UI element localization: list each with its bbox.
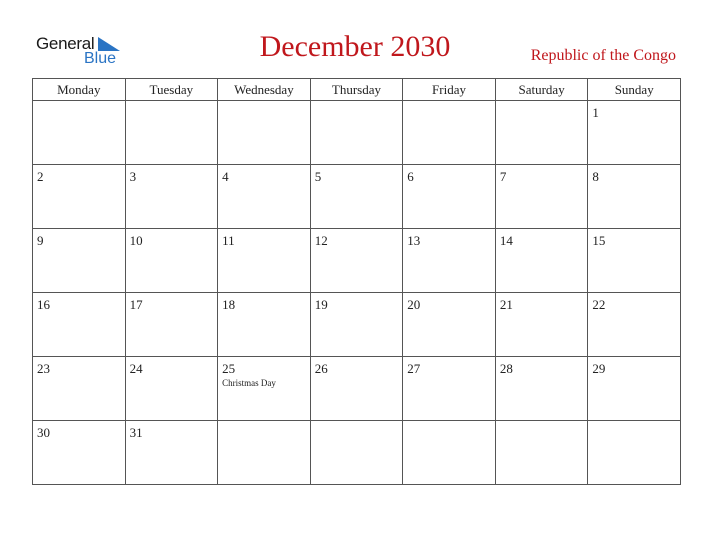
day-cell: [495, 293, 588, 357]
day-number: 7: [499, 169, 507, 184]
day-number: 30: [37, 425, 50, 440]
day-cell: [33, 165, 126, 229]
holiday-label: Christmas Day: [222, 378, 276, 388]
day-number: 11: [222, 233, 235, 248]
day-number: 14: [499, 233, 513, 248]
week-row: [33, 293, 681, 357]
day-cell: [403, 357, 496, 421]
day-number: 6: [407, 169, 414, 184]
day-number: 12: [314, 233, 328, 248]
day-cell: [218, 101, 311, 165]
day-cell: [495, 101, 588, 165]
day-number: 9: [37, 233, 44, 248]
day-cell: [588, 293, 681, 357]
day-cell: [310, 421, 403, 485]
day-cell: [495, 229, 588, 293]
day-number: 4: [222, 169, 229, 184]
day-cell: [310, 165, 403, 229]
weekday-header: Sunday: [588, 79, 681, 101]
day-cell: [125, 293, 218, 357]
day-cell: [125, 229, 218, 293]
day-number: 3: [129, 169, 137, 184]
week-row: [33, 421, 681, 485]
weekday-header-row: [33, 79, 681, 101]
day-number: 1: [592, 105, 599, 120]
day-cell: [495, 165, 588, 229]
day-cell: [218, 421, 311, 485]
day-cell: [33, 101, 126, 165]
day-cell: [310, 293, 403, 357]
day-number: 23: [37, 361, 50, 376]
day-number: 29: [592, 361, 606, 376]
day-cell: [33, 229, 126, 293]
day-cell: [403, 229, 496, 293]
day-number: 28: [499, 361, 513, 376]
day-number: 2: [37, 169, 44, 184]
weekday-header: Saturday: [495, 79, 588, 101]
day-cell: [125, 421, 218, 485]
day-number: 10: [129, 233, 143, 248]
day-cell: [218, 229, 311, 293]
day-cell: [310, 357, 403, 421]
day-number: 5: [314, 169, 322, 184]
day-number: 20: [407, 297, 421, 312]
day-cell: [403, 165, 496, 229]
day-cell: [33, 293, 126, 357]
day-cell: [495, 357, 588, 421]
day-cell: [588, 101, 681, 165]
day-cell: [588, 165, 681, 229]
day-number: 13: [407, 233, 421, 248]
day-number: 18: [222, 297, 236, 312]
day-number: 21: [499, 297, 513, 312]
day-number: 31: [129, 425, 143, 440]
day-cell: [125, 165, 218, 229]
week-row: [33, 101, 681, 165]
day-cell: [125, 357, 218, 421]
day-number: 26: [314, 361, 328, 376]
day-number: 15: [592, 233, 606, 248]
logo-general-text: General: [36, 34, 95, 53]
page-title: December 2030: [259, 30, 451, 63]
day-cell: [218, 293, 311, 357]
week-row: [33, 229, 681, 293]
day-cell: [125, 101, 218, 165]
day-number: 8: [592, 169, 599, 184]
weekday-header: Thursday: [310, 79, 403, 101]
weekday-header: Tuesday: [125, 79, 218, 101]
day-cell: [218, 165, 311, 229]
day-cell: [588, 229, 681, 293]
day-number: 27: [407, 361, 421, 376]
week-row: [33, 165, 681, 229]
day-number: 19: [314, 297, 328, 312]
day-cell: [403, 293, 496, 357]
day-number: 16: [37, 297, 50, 312]
weekday-header: Monday: [33, 79, 126, 101]
day-cell: [310, 101, 403, 165]
day-cell: [403, 101, 496, 165]
day-cell: [588, 357, 681, 421]
day-cell: [218, 357, 311, 421]
generalblue-logo: [36, 34, 136, 70]
logo-flag-icon: [98, 37, 120, 51]
week-row: [33, 357, 681, 421]
day-number: 24: [129, 361, 143, 376]
day-cell: [33, 421, 126, 485]
country-name: Republic of the Congo: [530, 47, 676, 64]
day-cell: [33, 357, 126, 421]
day-cell: [588, 421, 681, 485]
day-number: 25: [222, 361, 236, 376]
day-number: 17: [129, 297, 143, 312]
weekday-header: Wednesday: [218, 79, 311, 101]
day-number: 22: [592, 297, 606, 312]
day-cell: [310, 229, 403, 293]
calendar-grid: [32, 78, 681, 485]
logo-blue-text: Blue: [84, 50, 117, 67]
day-cell: [495, 421, 588, 485]
day-cell: [403, 421, 496, 485]
weekday-header: Friday: [403, 79, 496, 101]
